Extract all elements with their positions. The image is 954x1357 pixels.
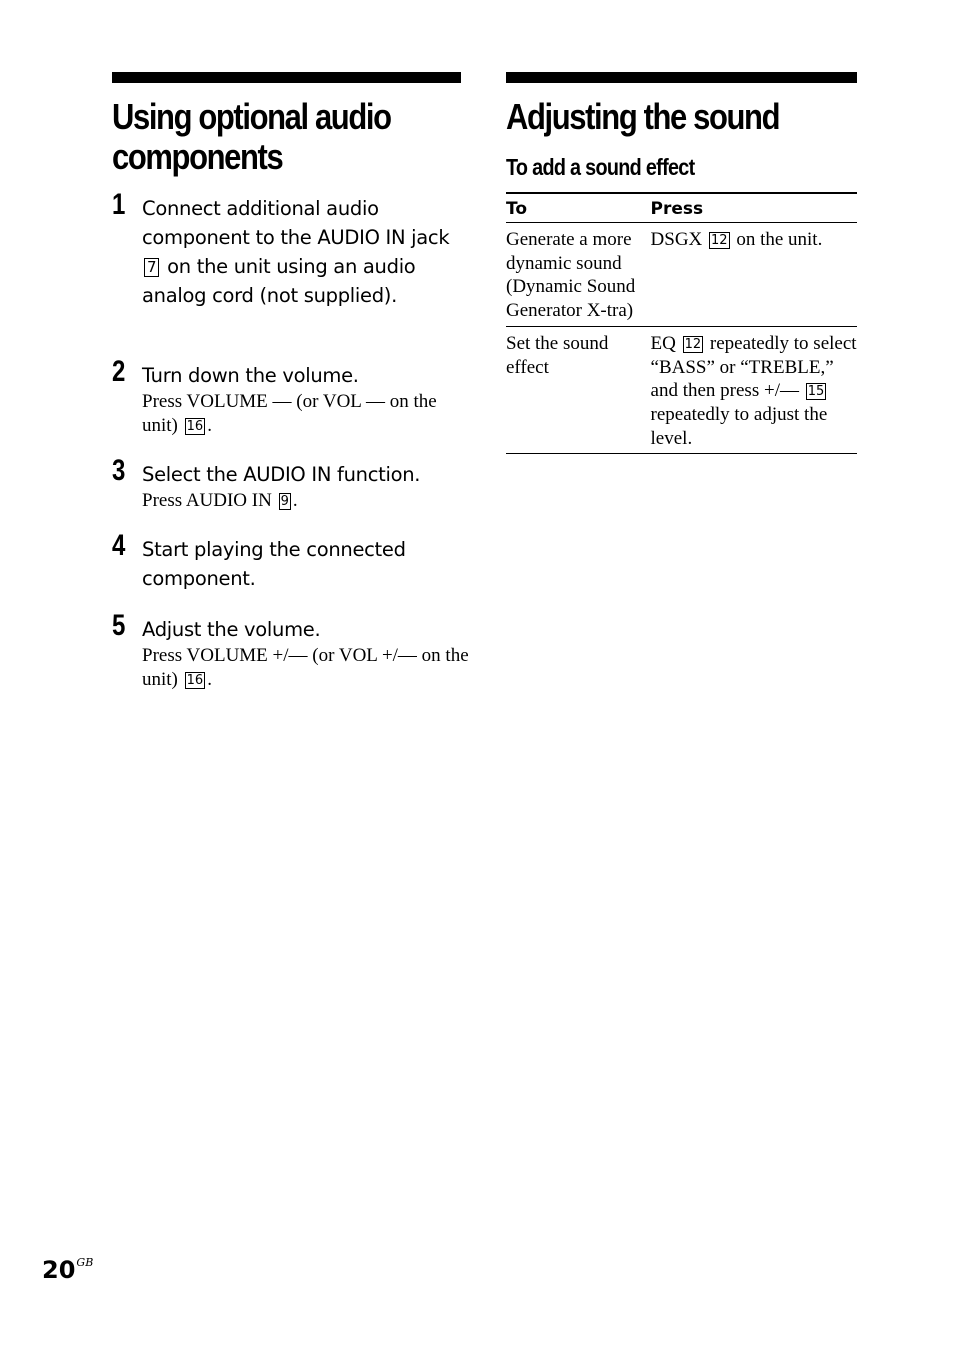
- reference-number-badge: 16: [186, 419, 204, 434]
- step-text: Adjust the volume.: [142, 618, 321, 641]
- section-top-rule: [506, 72, 857, 83]
- page-number: [42, 1248, 93, 1285]
- press-text: DSGX: [650, 229, 703, 250]
- press-text: repeatedly to adjust the level.: [650, 403, 828, 449]
- heading-line-1: Using optional audio: [112, 96, 391, 137]
- step-instruction: [142, 644, 472, 692]
- step-number: 5: [112, 609, 126, 642]
- section-heading-adjusting-sound: Adjusting the sound: [506, 96, 780, 137]
- step-text: Select the AUDIO IN function.: [142, 463, 421, 486]
- step-body: [142, 535, 472, 593]
- column-header-to: To: [506, 193, 651, 223]
- step-body: [142, 361, 472, 438]
- step-body: [142, 615, 472, 692]
- reference-number-badge: 12: [684, 336, 702, 352]
- step-body: [142, 460, 472, 513]
- left-column: [112, 72, 469, 690]
- section-heading-audio-components: [112, 97, 473, 177]
- reference-number-badge: 15: [807, 384, 825, 400]
- column-header-press: Press: [651, 193, 857, 223]
- step-text: Start playing the connected component.: [142, 538, 406, 590]
- page-number-value: 20: [42, 1256, 76, 1284]
- reference-number-badge: 12: [711, 233, 728, 248]
- reference-number-badge: 16: [186, 673, 204, 688]
- reference-number-badge: 7: [144, 258, 159, 277]
- instruction-text: Press VOLUME +/— (or VOL +/— on the unit): [142, 645, 469, 690]
- press-text: EQ: [650, 332, 676, 354]
- table-row: [506, 326, 857, 454]
- instruction-text: Press AUDIO IN: [142, 490, 272, 511]
- step-number: 3: [112, 454, 126, 487]
- page-region-suffix: GB: [76, 1256, 94, 1269]
- table-cell-press: [651, 326, 857, 454]
- subheading-sound-effect: To add a sound effect: [506, 154, 695, 180]
- table-row: [506, 223, 857, 327]
- sound-effect-table: [506, 192, 857, 454]
- press-text: on the unit.: [736, 229, 823, 250]
- table-cell-to: Set the sound effect: [506, 326, 651, 454]
- table-cell-to: Generate a more dynamic sound (Dynamic Sound Generator X-tra): [506, 223, 651, 327]
- instruction-period: .: [292, 490, 298, 511]
- step-number: 4: [112, 529, 126, 562]
- instruction-period: .: [207, 669, 212, 690]
- step-instruction: [142, 489, 472, 513]
- step-text-part: on the unit using an audio analog cord (not supplied).: [142, 255, 416, 307]
- step-text: Turn down the volume.: [142, 364, 359, 387]
- right-column: [506, 72, 857, 449]
- instruction-text: Press VOLUME — (or VOL — on the unit): [142, 391, 437, 436]
- step-instruction: [142, 390, 472, 438]
- step-text: [142, 194, 472, 310]
- step-number: 1: [112, 188, 126, 221]
- reference-number-badge: 9: [280, 494, 289, 509]
- step-number: 2: [112, 355, 126, 388]
- heading-line-2: components: [112, 136, 283, 177]
- section-top-rule: [112, 72, 461, 83]
- step-text-part: Connect additional audio component to the AUDIO IN jack: [142, 197, 450, 249]
- step-body: [142, 194, 472, 310]
- press-text: repeatedly to select “BASS” or “TREBLE,” and then press +/—: [650, 332, 857, 402]
- table-header-row: [506, 193, 857, 223]
- instruction-period: .: [207, 415, 212, 436]
- table-cell-press: [651, 223, 857, 327]
